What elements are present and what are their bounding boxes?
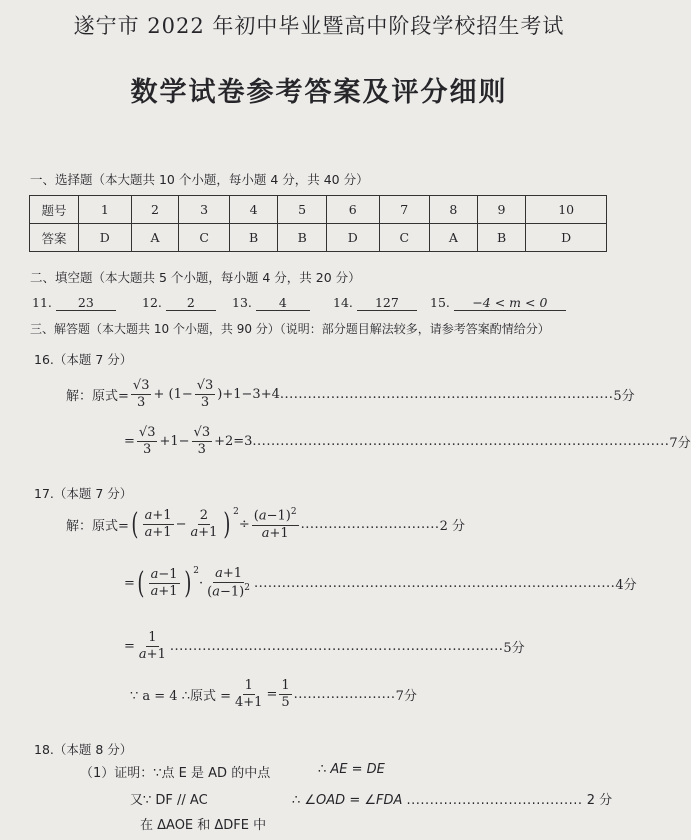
angle-equation: ∴ ∠OAD = ∠FDA (292, 793, 403, 808)
section1-heading: 一、选择题（本大题共 10 个小题，每小题 4 分，共 40 分） (30, 172, 369, 187)
table-cell: 2 (131, 196, 179, 224)
solve-label: 解：原式= (66, 519, 129, 534)
q17-line3: = $\frac{1}{a+1}$ ........................................................................ 5分 (124, 630, 525, 663)
document-title: 数学试卷参考答案及评分细则 (130, 77, 508, 108)
score-label: 7分 (395, 689, 417, 705)
table-cell: 6 (326, 196, 379, 224)
table-row-label: 题号 (30, 196, 79, 224)
fill-num: 11. (32, 295, 52, 310)
solve-label: 解：原式= (66, 389, 129, 405)
fill-answer: −4 < m < 0 (454, 295, 566, 311)
fill-num: 13. (232, 295, 252, 310)
table-cell: 1 (79, 196, 132, 224)
table-cell: C (179, 224, 229, 252)
q17-line2: = ( $\frac{a-1}{a+1}$ ) $^2$ · $\frac{a+1}{(a-1)^2}$ .............................................................................. 4分 (124, 566, 637, 601)
score-label: 5分 (613, 389, 635, 405)
score-label: 2 分 (586, 793, 613, 808)
q18-line1a: （1）证明：∵点 E 是 AD 的中点 (80, 766, 271, 781)
table-cell: 9 (477, 196, 526, 224)
fill-item (32, 295, 116, 311)
table-cell: A (131, 224, 179, 252)
table-cell: 8 (429, 196, 477, 224)
q17-line4: ∵ a = 4 ∴原式 = $\frac{1}{4+1}$ = $\frac{1}{5}$ ...................... 7分 (130, 678, 417, 711)
table-cell: 4 (229, 196, 278, 224)
table-cell: D (326, 224, 379, 252)
score-label: 2 分 (439, 519, 465, 534)
table-cell: 3 (179, 196, 229, 224)
table-cell: A (429, 224, 477, 252)
score-label: 7分 (669, 436, 691, 452)
fill-num: 14. (333, 295, 353, 310)
section3-heading: 三、解答题（本大题共 10 个小题，共 90 分）（说明：部分题目解法较多，请参考答案酌情给分） (30, 322, 550, 336)
q16-line1: 解：原式= $\frac{√3}{3}$ + (1− $\frac{√3}{3}$ )+1−3+4 ........................................................................ 5分 (66, 378, 635, 411)
answer-table (29, 195, 607, 252)
score-label: 4分 (615, 578, 637, 593)
exam-title: 遂宁市 2022 年初中毕业暨高中阶段学校招生考试 (73, 14, 565, 38)
table-cell: 10 (526, 196, 607, 224)
section2-heading: 二、填空题（本大题共 5 个小题，每小题 4 分，共 20 分） (30, 270, 361, 285)
fill-num: 15. (430, 295, 450, 310)
q17-line1: 解：原式= ( $\frac{a+1}{a+1}$ − $\frac{2}{a+1}$ ) $^2$ ÷ $\frac{(a-1)^2}{a+1}$ .............................. 2 分 (66, 507, 465, 542)
table-cell: B (477, 224, 526, 252)
table-cell: 7 (379, 196, 429, 224)
table-cell: D (526, 224, 607, 252)
q18-line1b: ∴ AE = DE (318, 762, 385, 777)
fill-answer: 127 (357, 295, 417, 311)
fill-item (333, 295, 417, 311)
q16-line2: = $\frac{√3}{3}$ +1− $\frac{√3}{3}$ +2=3 .......................................................................................... 7分 (124, 425, 691, 458)
fill-answer: 23 (56, 295, 116, 311)
fill-item (430, 295, 566, 311)
table-row (30, 196, 607, 224)
table-cell: B (229, 224, 278, 252)
final-expression: ∵ a = 4 ∴原式 = (130, 689, 232, 705)
table-row (30, 224, 607, 252)
fill-item (232, 295, 310, 311)
table-cell: 5 (278, 196, 327, 224)
table-cell: D (79, 224, 132, 252)
q17-title: 17.（本题 7 分） (34, 486, 133, 501)
fill-answer: 4 (256, 295, 310, 311)
fill-answer: 2 (166, 295, 216, 311)
table-row-label: 答案 (30, 224, 79, 252)
table-cell: C (379, 224, 429, 252)
q18-line2a: 又∵ DF // AC (130, 793, 208, 808)
score-label: 5分 (503, 641, 525, 657)
q18-line3: 在 ΔAOE 和 ΔDFE 中 (140, 818, 267, 833)
table-cell: B (278, 224, 327, 252)
q18-title: 18.（本题 8 分） (34, 742, 133, 757)
q16-title: 16.（本题 7 分） (34, 352, 133, 367)
fill-item (142, 295, 216, 311)
q18-line2b: ∴ ∠OAD = ∠FDA ...................................... 2 分 (292, 793, 613, 808)
fill-num: 12. (142, 295, 162, 310)
